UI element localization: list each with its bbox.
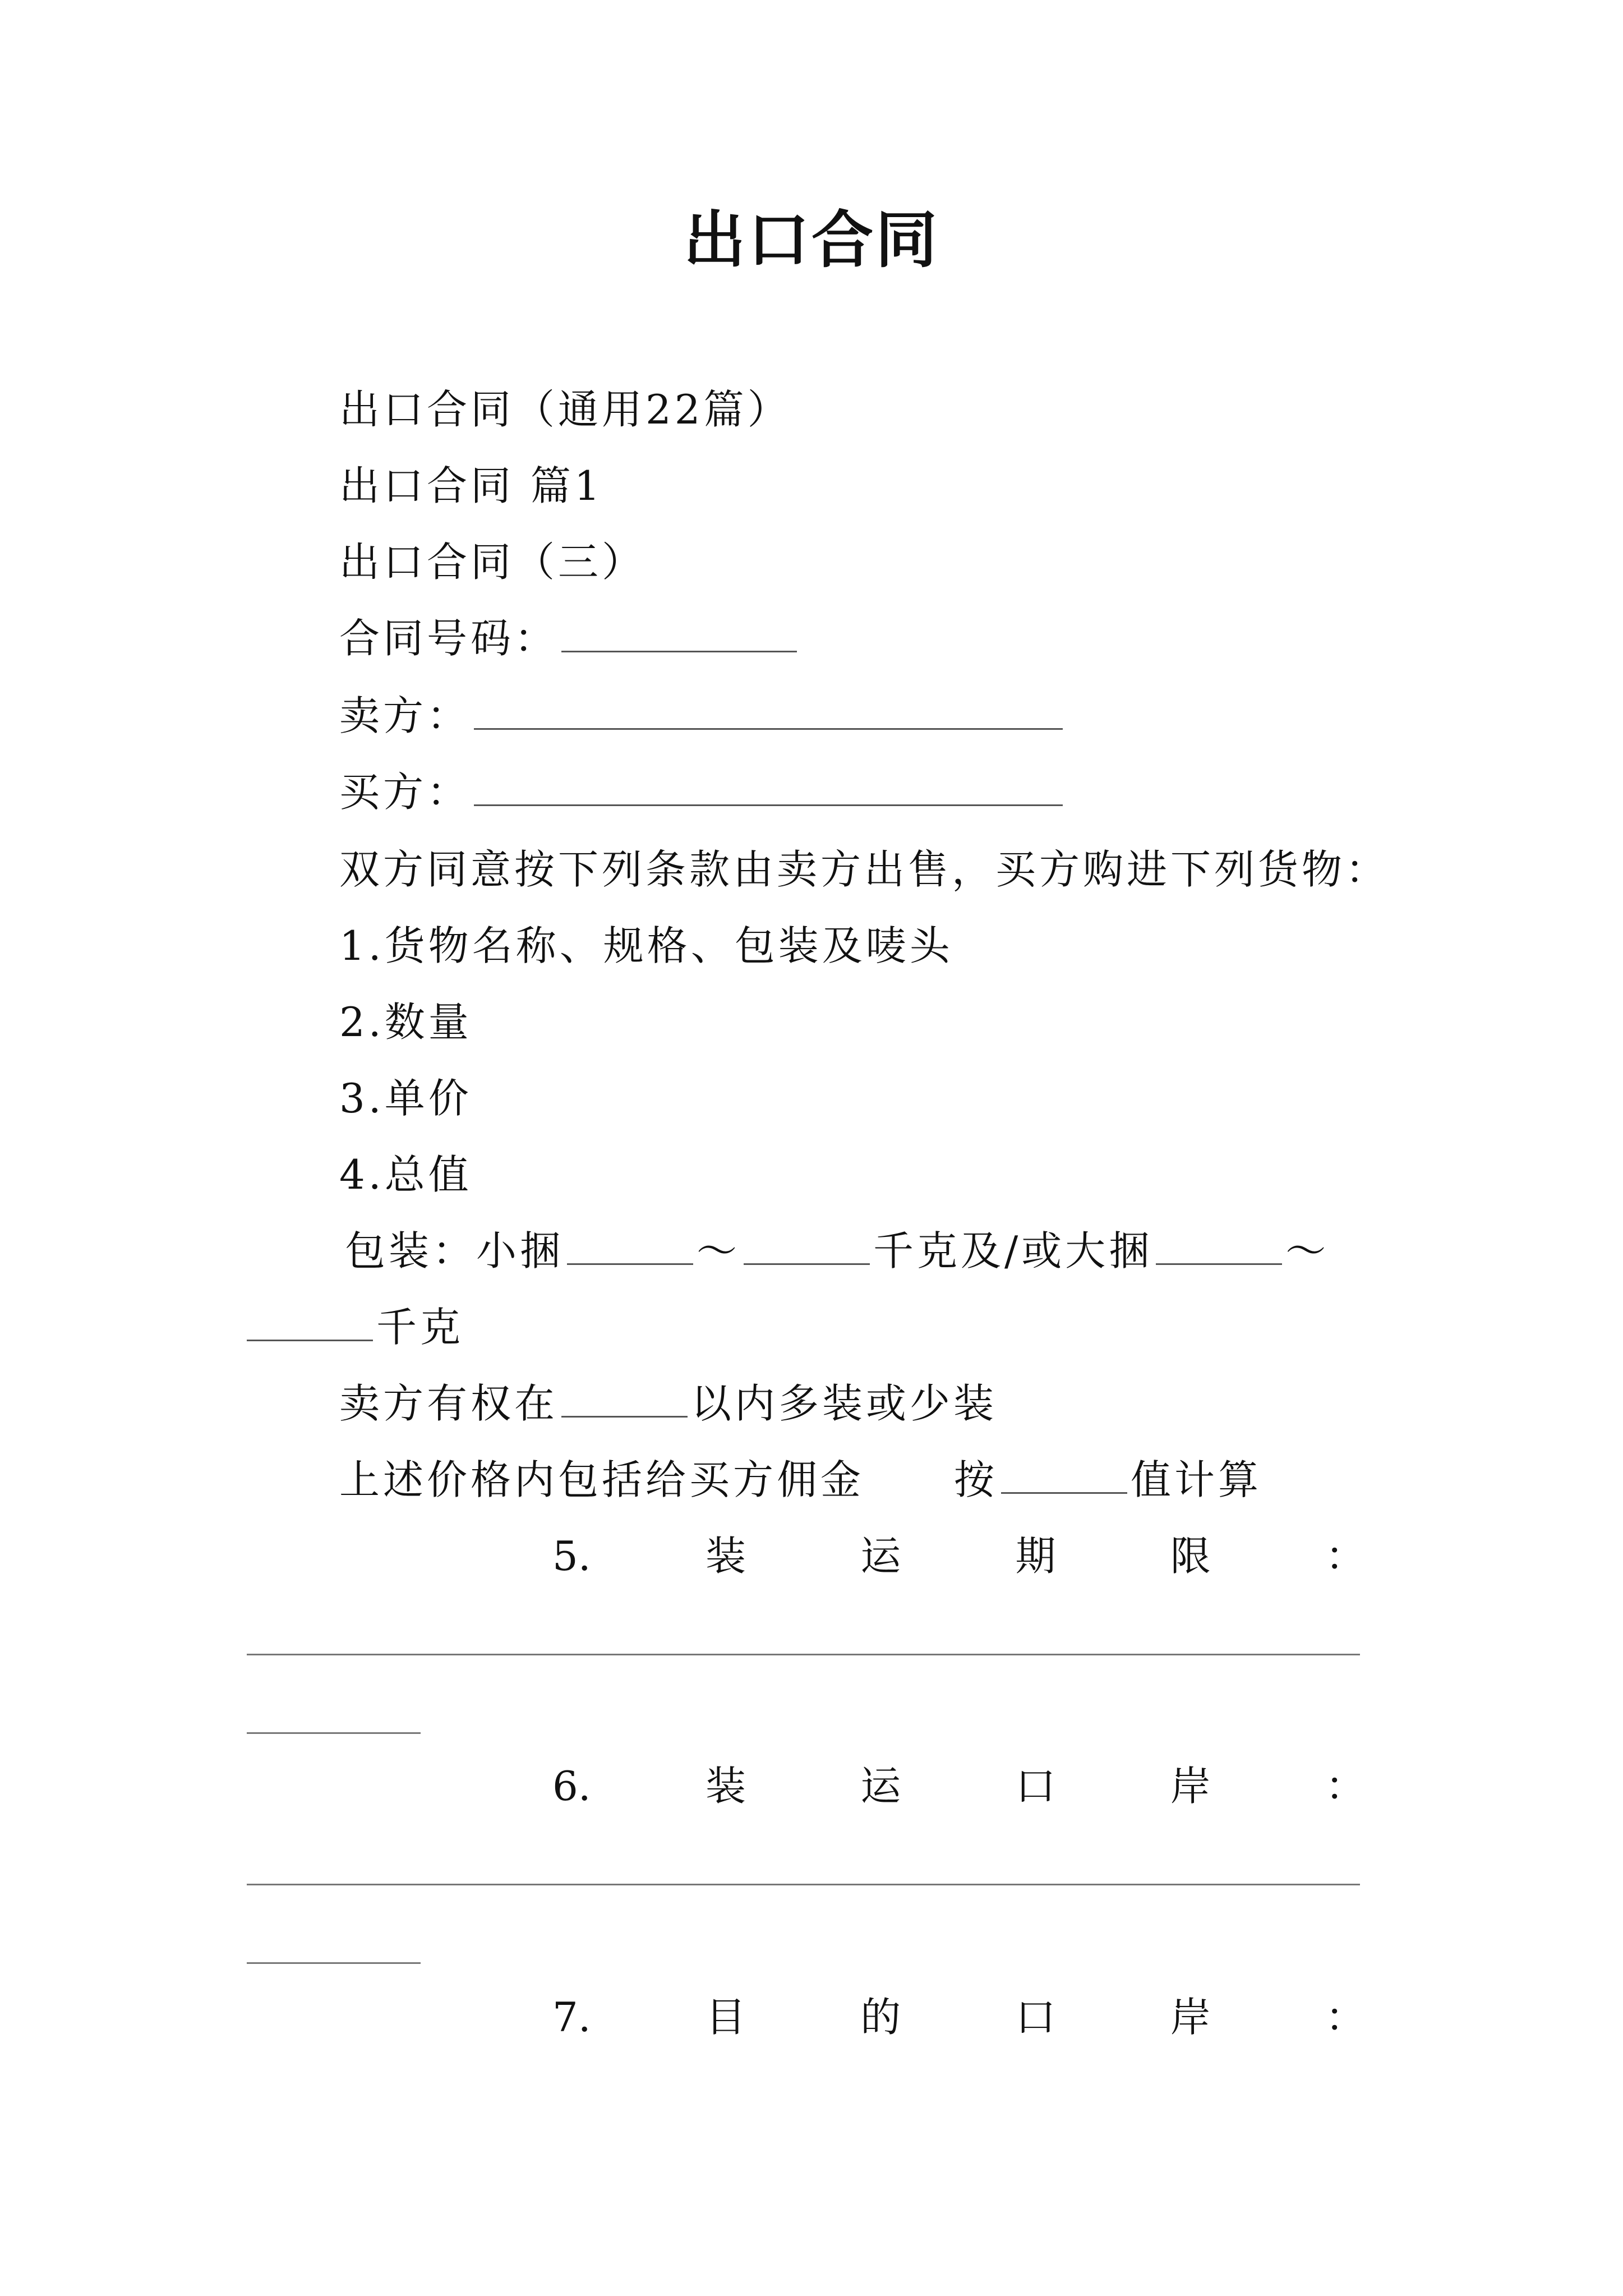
- clause-char: 口: [1015, 1994, 1056, 2041]
- seller-label: 卖方：: [339, 692, 471, 739]
- tilde: ～: [697, 1227, 741, 1274]
- clause-char: 的: [860, 1994, 901, 2041]
- commission-row: [339, 1452, 1262, 1508]
- clause-char: 运: [860, 1763, 901, 1810]
- packing-large-max-blank[interactable]: [247, 1300, 373, 1341]
- contract-number-blank[interactable]: [561, 611, 797, 652]
- packing-small-max-blank[interactable]: [744, 1224, 870, 1265]
- clause-1: 1.货物名称、规格、包装及唛头: [339, 922, 953, 969]
- commission-text-end: 值计算: [1131, 1456, 1262, 1503]
- packing-mid-text: 千克及/或大捆: [873, 1227, 1153, 1274]
- clause-4: 4.总值: [339, 1151, 472, 1198]
- clause-colon: ：: [1325, 1763, 1366, 1810]
- clause-5-heading: [552, 1528, 1366, 1584]
- packing-row: [345, 1223, 1329, 1279]
- heading-line: 出口合同（三）: [339, 539, 646, 586]
- clause-7-heading: [552, 1989, 1366, 2045]
- clause-colon: ：: [1325, 1994, 1366, 2041]
- more-less-blank[interactable]: [561, 1377, 688, 1418]
- heading-line: 出口合同 篇1: [339, 462, 603, 509]
- clause-char: 岸: [1170, 1763, 1211, 1810]
- clause-colon: ：: [1325, 1533, 1366, 1580]
- clause-3: 3.单价: [339, 1075, 472, 1122]
- buyer-row: [339, 764, 1066, 820]
- commission-text: 上述价格内包括给买方佣金: [339, 1456, 865, 1503]
- more-less-text: 卖方有权在: [339, 1380, 559, 1427]
- tilde: ～: [1285, 1227, 1330, 1274]
- commission-blank[interactable]: [1001, 1453, 1127, 1494]
- clause-number: 6.: [552, 1763, 591, 1810]
- shipment-period-blank-cont[interactable]: [247, 1732, 421, 1734]
- packing-small-min-blank[interactable]: [567, 1224, 693, 1265]
- document-title: 出口合同: [684, 204, 939, 276]
- clause-6-heading: [552, 1758, 1366, 1814]
- kilogram-text: 千克: [376, 1304, 464, 1351]
- packing-label: 包装：小捆: [345, 1227, 564, 1274]
- clause-number: 7.: [552, 1994, 591, 2041]
- commission-by: 按: [954, 1456, 998, 1503]
- clause-char: 装: [705, 1763, 746, 1810]
- loading-port-blank[interactable]: [247, 1884, 1360, 1885]
- clause-char: 限: [1170, 1533, 1211, 1580]
- clause-char: 装: [705, 1533, 746, 1580]
- contract-number-row: [339, 610, 800, 666]
- seller-row: [339, 688, 1066, 744]
- clause-char: 运: [860, 1533, 901, 1580]
- loading-port-blank-cont[interactable]: [247, 1962, 421, 1964]
- seller-blank[interactable]: [474, 689, 1063, 730]
- heading-line: 出口合同（通用22篇）: [339, 386, 791, 433]
- agreement-text: 双方同意按下列条款由卖方出售，买方购进下列货物：: [339, 846, 1390, 893]
- more-less-text-end: 以内多装或少装: [691, 1380, 998, 1427]
- shipment-period-blank[interactable]: [247, 1654, 1360, 1655]
- packing-large-min-blank[interactable]: [1156, 1224, 1282, 1265]
- contract-number-label: 合同号码：: [339, 615, 559, 662]
- buyer-blank[interactable]: [474, 765, 1063, 806]
- buyer-label: 买方：: [339, 769, 471, 816]
- clause-2: 2.数量: [339, 999, 472, 1046]
- clause-number: 5.: [552, 1533, 591, 1580]
- clause-char: 岸: [1170, 1994, 1211, 2041]
- more-less-row: [339, 1375, 997, 1432]
- clause-char: 期: [1015, 1533, 1056, 1580]
- packing-row-continued: [247, 1299, 464, 1355]
- clause-char: 口: [1015, 1763, 1056, 1810]
- clause-char: 目: [705, 1994, 746, 2041]
